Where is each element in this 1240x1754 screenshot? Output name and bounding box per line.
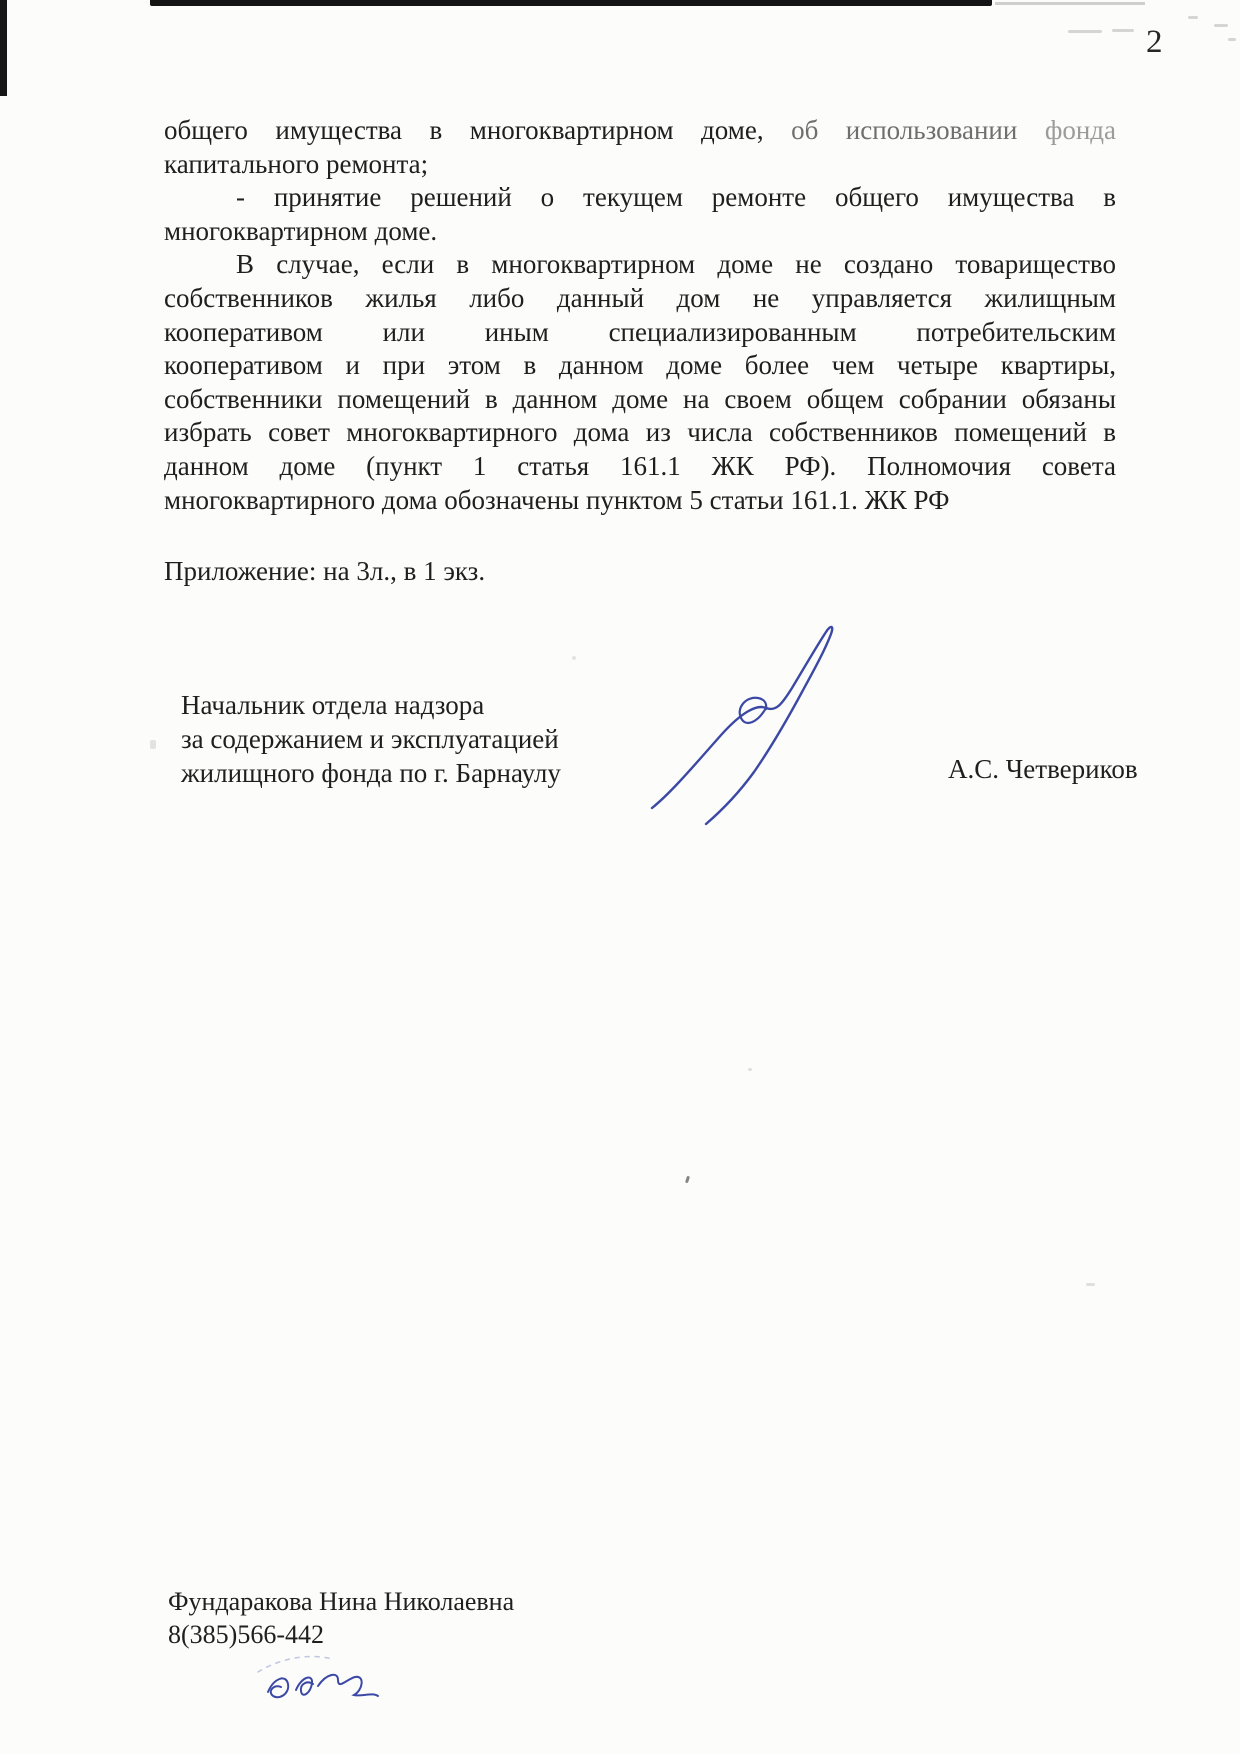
body-text-line: многоквартирного дома обозначены пунктом 5 статьи 161.1. ЖК РФ: [164, 484, 950, 515]
signatory-title-block: [181, 688, 561, 790]
body-text-segment: общего имущества в многоквартирном доме,: [164, 115, 764, 145]
attachment-note: Приложение: на 3л., в 1 экз.: [164, 556, 486, 586]
body-text-line: данном доме (пункт 1 статья 161.1 ЖК РФ). Полномочия совета: [164, 450, 1116, 481]
scan-speck: [150, 740, 156, 749]
scan-speck: [1228, 38, 1236, 41]
body-text-segment-faded: фонда: [1044, 115, 1116, 145]
scan-speck: [748, 1068, 752, 1071]
scan-artifact-top-bar-tail: [995, 2, 1145, 5]
scan-speck: [1086, 1283, 1095, 1286]
body-text-line: избрать совет многоквартирного дома из числа собственников помещений в: [164, 417, 1116, 448]
handwritten-note-scribble: [250, 1650, 390, 1712]
scan-artifact-left-strip: [0, 0, 7, 96]
scan-speck: [1112, 29, 1134, 32]
body-text-line: собственников жилья либо данный дом не управляется жилищным: [164, 282, 1116, 313]
signatory-title-line: жилищного фонда по г. Барнаулу: [181, 758, 561, 788]
scan-speck: [572, 656, 576, 660]
body-text-line: - принятие решений о текущем ремонте общего имущества в: [236, 182, 1116, 213]
executor-phone: 8(385)566-442: [168, 1620, 324, 1649]
executor-name: Фундаракова Нина Николаевна: [168, 1587, 515, 1616]
scan-speck: [685, 1176, 690, 1184]
signatory-title-line: за содержанием и эксплуатацией: [181, 724, 559, 754]
body-text-line: многоквартирном доме.: [164, 215, 438, 246]
signatory-name: А.С. Четвериков: [948, 754, 1138, 784]
handwritten-signature: [642, 612, 847, 832]
document-body: [164, 114, 1116, 517]
scan-speck: [1214, 24, 1228, 27]
scan-speck: [1068, 30, 1102, 33]
body-text-line: собственники помещений в данном доме на своем общем собрании обязаны: [164, 383, 1116, 414]
page-number: 2: [1146, 24, 1163, 60]
body-text-line: капитального ремонта;: [164, 148, 429, 179]
scan-speck: [1188, 16, 1198, 19]
body-text-line: кооперативом и при этом в данном доме более чем четыре квартиры,: [164, 350, 1116, 381]
body-text-line: кооперативом или иным специализированным потребительским: [164, 316, 1116, 347]
body-text-segment-faded: об использовании: [791, 115, 1018, 145]
signatory-title-line: Начальник отдела надзора: [181, 690, 485, 720]
executor-contact-block: [168, 1585, 514, 1651]
body-text-line: [164, 114, 1116, 148]
scan-artifact-top-bar: [150, 0, 992, 6]
body-text-line: В случае, если в многоквартирном доме не создано товарищество: [236, 249, 1116, 280]
